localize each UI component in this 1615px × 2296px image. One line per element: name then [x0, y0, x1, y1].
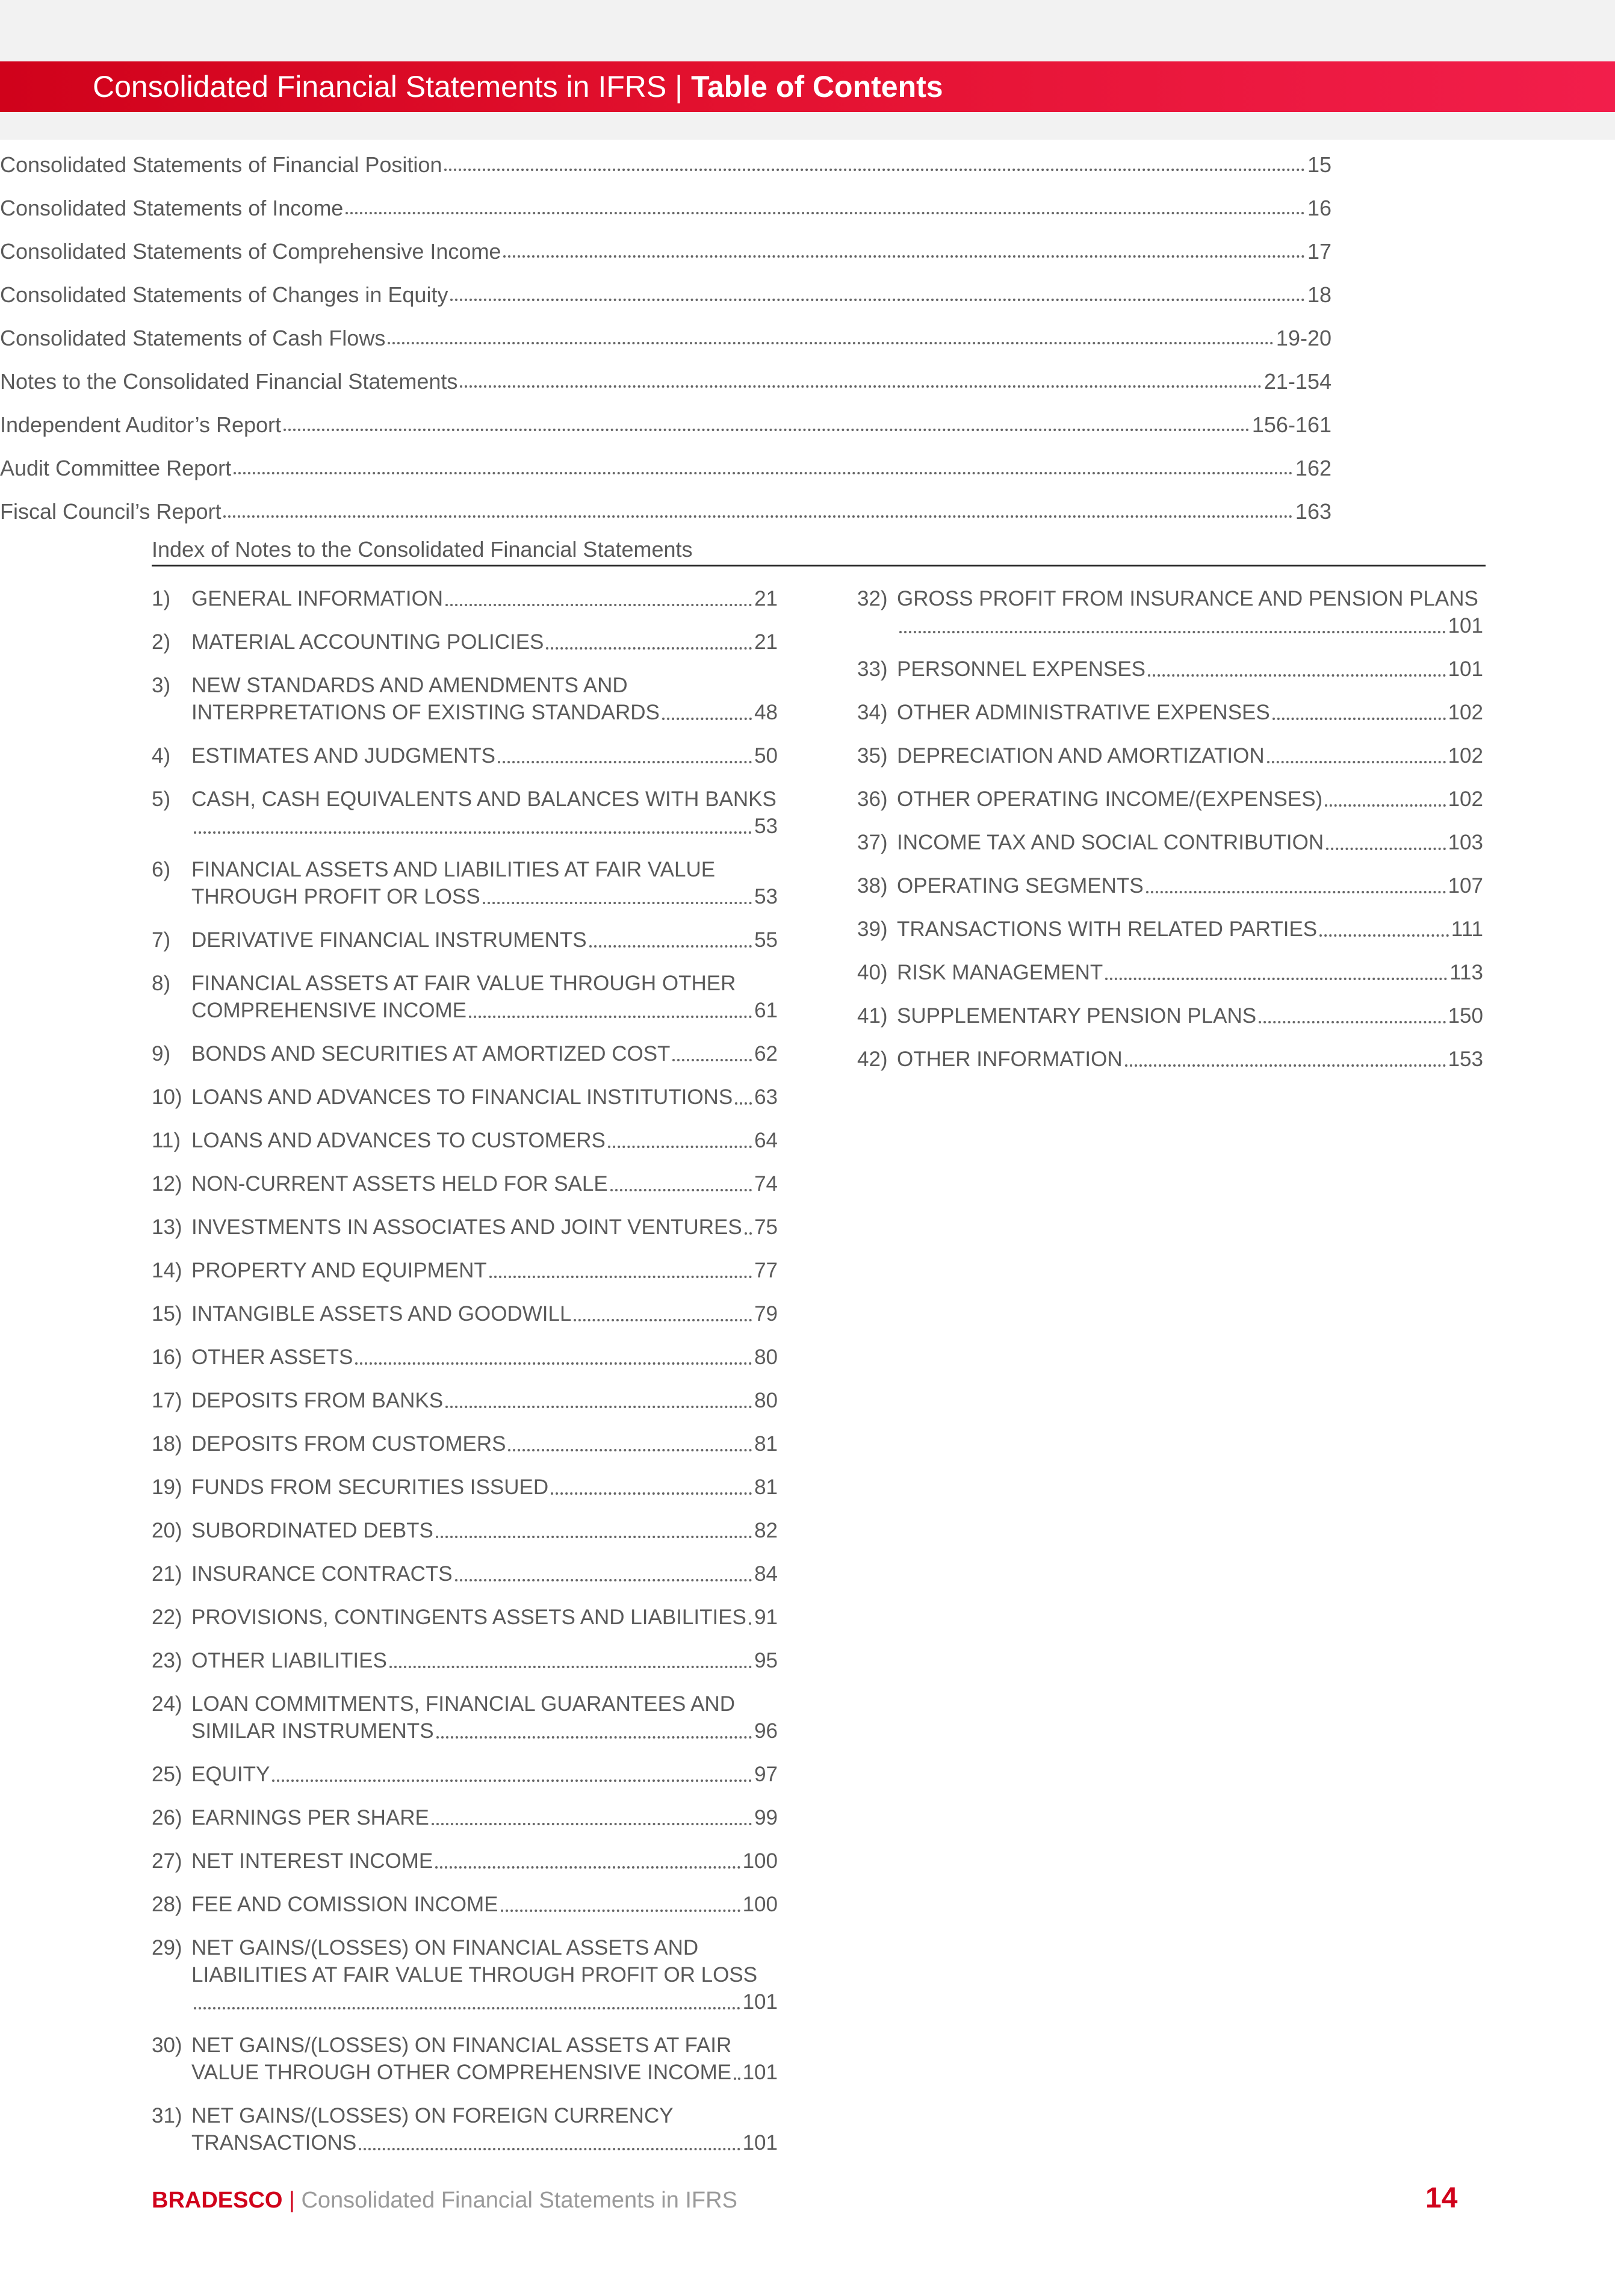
note-entry[interactable] [152, 1690, 778, 1745]
note-number: 17) [152, 1389, 182, 1412]
dot-leader [469, 1016, 752, 1018]
dot-leader [1125, 1064, 1446, 1067]
toc-entry-label: Fiscal Council’s Report [0, 499, 222, 524]
dot-leader [388, 342, 1274, 344]
note-title-line: THROUGH PROFIT OR LOSS [191, 885, 480, 908]
note-entry[interactable] [857, 872, 1483, 899]
note-entry[interactable] [152, 856, 778, 910]
note-title-line: GROSS PROFIT FROM INSURANCE AND PENSION PLANS [897, 587, 1478, 610]
dot-leader [551, 1492, 752, 1495]
toc-entry-label: Audit Committee Report [0, 456, 232, 480]
note-page: 21 [754, 587, 778, 610]
note-entry[interactable] [152, 1084, 778, 1111]
note-title-line: MATERIAL ACCOUNTING POLICIES [191, 630, 544, 654]
note-entry[interactable] [857, 916, 1483, 943]
note-number: 36) [857, 787, 888, 811]
note-number: 24) [152, 1692, 182, 1716]
dot-leader [460, 385, 1261, 388]
top-band [0, 0, 1615, 61]
note-title-line: NET GAINS/(LOSSES) ON FINANCIAL ASSETS AND [191, 1936, 699, 1959]
note-entry[interactable] [152, 1560, 778, 1587]
dot-leader [483, 902, 752, 904]
note-number: 13) [152, 1215, 182, 1239]
note-page: 101 [742, 2131, 778, 2155]
note-title-line: TRANSACTIONS [191, 2131, 357, 2155]
note-entry[interactable] [857, 1046, 1483, 1073]
note-title-line: INTERPRETATIONS OF EXISTING STANDARDS [191, 701, 660, 724]
note-entry[interactable] [152, 1344, 778, 1371]
note-title-line: NON-CURRENT ASSETS HELD FOR SALE [191, 1172, 608, 1196]
dot-leader [1148, 674, 1446, 677]
dot-leader [1267, 761, 1446, 763]
note-entry[interactable] [857, 699, 1483, 726]
note-entry[interactable] [152, 1040, 778, 1067]
note-number: 14) [152, 1259, 182, 1282]
note-entry[interactable] [152, 1127, 778, 1154]
note-page: 53 [754, 885, 778, 908]
note-number: 2) [152, 630, 171, 654]
note-title-line: PROVISIONS, CONTINGENTS ASSETS AND LIABILITIES [191, 1606, 746, 1629]
toc-entry-page: 16 [1307, 196, 1331, 220]
note-entry[interactable] [152, 1170, 778, 1197]
note-entry[interactable] [152, 2032, 778, 2086]
note-title-line: FINANCIAL ASSETS AND LIABILITIES AT FAIR VALUE [191, 858, 716, 881]
toc-entry[interactable] [0, 359, 1331, 395]
note-page: 101 [1448, 614, 1483, 638]
note-title-line: COMPREHENSIVE INCOME [191, 999, 467, 1022]
dot-leader [1259, 1021, 1445, 1023]
dot-leader [455, 1579, 752, 1581]
note-page: 81 [754, 1475, 778, 1499]
dot-leader [508, 1449, 752, 1451]
dot-leader [501, 1910, 740, 1912]
note-title-line: SUPPLEMENTARY PENSION PLANS [897, 1004, 1257, 1028]
note-entry[interactable] [152, 786, 778, 840]
note-number: 40) [857, 961, 888, 984]
toc-entry-label: Consolidated Statements of Financial Position [0, 152, 442, 177]
note-entry[interactable] [152, 1214, 778, 1241]
note-number: 3) [152, 674, 171, 697]
note-title-line: EARNINGS PER SHARE [191, 1806, 429, 1829]
note-title-line: OPERATING SEGMENTS [897, 874, 1144, 898]
note-number: 4) [152, 744, 171, 768]
note-title-line: NEW STANDARDS AND AMENDMENTS AND [191, 674, 628, 697]
toc-entry-page: 15 [1307, 152, 1331, 177]
note-number: 22) [152, 1606, 182, 1629]
note-entry[interactable] [857, 959, 1483, 986]
dot-leader [498, 761, 752, 763]
toc-entry[interactable] [0, 445, 1331, 482]
note-title-line: BONDS AND SECURITIES AT AMORTIZED COST [191, 1042, 671, 1066]
note-number: 28) [152, 1893, 182, 1916]
note-entry[interactable] [152, 1387, 778, 1414]
note-page: 100 [742, 1893, 778, 1916]
toc-entry-page: 18 [1307, 282, 1331, 307]
note-title-line: DEPRECIATION AND AMORTIZATION [897, 744, 1265, 768]
note-page: 84 [754, 1562, 778, 1586]
toc-entry[interactable] [0, 315, 1331, 352]
note-number: 16) [152, 1345, 182, 1369]
note-number: 10) [152, 1085, 182, 1109]
note-entry[interactable] [152, 1761, 778, 1788]
dot-leader [445, 1406, 752, 1408]
toc-entry[interactable] [0, 142, 1331, 178]
note-number: 35) [857, 744, 888, 768]
note-entry[interactable] [152, 1934, 778, 2015]
note-page: 96 [754, 1719, 778, 1743]
note-title-line: NET GAINS/(LOSSES) ON FINANCIAL ASSETS AT FAIR [191, 2034, 732, 2057]
note-page: 81 [754, 1432, 778, 1456]
note-title-line: NET GAINS/(LOSSES) ON FOREIGN CURRENCY [191, 2104, 674, 2127]
note-entry[interactable] [152, 672, 778, 726]
note-title-line: LOAN COMMITMENTS, FINANCIAL GUARANTEES AND [191, 1692, 735, 1716]
note-page: 150 [1448, 1004, 1483, 1028]
note-title-line: FUNDS FROM SECURITIES ISSUED [191, 1475, 549, 1499]
note-page: 101 [1448, 657, 1483, 681]
dot-leader [734, 2077, 740, 2080]
toc-entry-page: 163 [1295, 499, 1331, 524]
dot-leader [546, 647, 752, 650]
note-page: 80 [754, 1389, 778, 1412]
dot-leader [435, 1866, 740, 1869]
note-number: 29) [152, 1936, 182, 1959]
note-page: 107 [1448, 874, 1483, 898]
note-title-line: DERIVATIVE FINANCIAL INSTRUMENTS [191, 928, 587, 952]
dot-leader [450, 299, 1305, 301]
header-title: Consolidated Financial Statements in IFRS [93, 70, 667, 104]
dot-leader [1146, 891, 1446, 893]
note-entry[interactable] [152, 1848, 778, 1875]
note-entry[interactable] [152, 742, 778, 769]
dot-leader [359, 2148, 740, 2150]
note-page: 80 [754, 1345, 778, 1369]
note-page: 102 [1448, 744, 1483, 768]
note-page: 62 [754, 1042, 778, 1066]
note-entry[interactable] [152, 970, 778, 1024]
dot-leader [662, 718, 752, 720]
note-title-line: EQUITY [191, 1763, 270, 1786]
note-page: 21 [754, 630, 778, 654]
note-title-line: RISK MANAGEMENT [897, 961, 1103, 984]
note-number: 27) [152, 1849, 182, 1873]
note-title-line: ESTIMATES AND JUDGMENTS [191, 744, 495, 768]
note-page: 50 [754, 744, 778, 768]
footer-brand: BRADESCO [152, 2188, 283, 2213]
note-page: 100 [742, 1849, 778, 1873]
note-title-line: LIABILITIES AT FAIR VALUE THROUGH PROFIT OR LOSS [191, 1963, 758, 1987]
dot-leader [389, 1666, 752, 1668]
note-title-line: GENERAL INFORMATION [191, 587, 444, 610]
toc-entry-label: Consolidated Statements of Changes in Equity [0, 282, 448, 307]
note-page: 97 [754, 1763, 778, 1786]
toc-entry-label: Consolidated Statements of Comprehensive Income [0, 239, 501, 264]
note-number: 11) [152, 1129, 181, 1152]
note-number: 26) [152, 1806, 182, 1829]
note-number: 34) [857, 701, 888, 724]
dot-leader [284, 429, 1250, 431]
note-entry[interactable] [152, 2102, 778, 2156]
header-separator: | [675, 70, 683, 104]
note-page: 113 [1449, 961, 1483, 984]
toc-entry[interactable] [0, 489, 1331, 525]
note-number: 20) [152, 1519, 182, 1542]
note-number: 37) [857, 831, 888, 854]
note-number: 25) [152, 1763, 182, 1786]
note-entry[interactable] [152, 628, 778, 656]
dot-leader [1105, 978, 1447, 980]
dot-leader [194, 831, 752, 834]
dot-leader [436, 1536, 752, 1538]
dot-leader [745, 1232, 752, 1235]
header-bar [0, 61, 1615, 112]
dot-leader [749, 1622, 752, 1625]
note-page: 77 [754, 1259, 778, 1282]
note-number: 7) [152, 928, 171, 952]
note-number: 21) [152, 1562, 182, 1586]
note-number: 39) [857, 917, 888, 941]
note-page: 55 [754, 928, 778, 952]
page-header-title [93, 69, 943, 104]
note-number: 41) [857, 1004, 888, 1028]
note-title-line: VALUE THROUGH OTHER COMPREHENSIVE INCOME [191, 2061, 732, 2084]
note-page: 153 [1448, 1047, 1483, 1071]
note-number: 42) [857, 1047, 888, 1071]
note-title-line: FEE AND COMISSION INCOME [191, 1893, 498, 1916]
footer-text: Consolidated Financial Statements in IFRS [301, 2188, 737, 2213]
note-number: 18) [152, 1432, 182, 1456]
note-page: 74 [754, 1172, 778, 1196]
dot-leader [1319, 934, 1449, 937]
note-page: 91 [754, 1606, 778, 1629]
note-title-line: OTHER ADMINISTRATIVE EXPENSES [897, 701, 1270, 724]
note-entry[interactable] [152, 1804, 778, 1831]
note-page: 102 [1448, 701, 1483, 724]
note-entry[interactable] [152, 1257, 778, 1284]
dot-leader [272, 1779, 752, 1782]
note-page: 95 [754, 1649, 778, 1672]
dot-leader [489, 1276, 752, 1278]
dot-leader [608, 1146, 752, 1148]
note-entry[interactable] [152, 1517, 778, 1544]
note-page: 63 [754, 1085, 778, 1109]
toc-entry-label: Consolidated Statements of Cash Flows [0, 326, 386, 350]
header-section: Table of Contents [691, 70, 943, 104]
dot-leader [574, 1319, 752, 1321]
note-number: 5) [152, 787, 171, 811]
dot-leader [610, 1189, 752, 1191]
note-title-line: PROPERTY AND EQUIPMENT [191, 1259, 487, 1282]
note-entry[interactable] [152, 926, 778, 954]
index-title: Index of Notes to the Consolidated Financial Statements [152, 535, 1486, 566]
note-number: 30) [152, 2034, 182, 2057]
note-title-line: OTHER OPERATING INCOME/(EXPENSES) [897, 787, 1323, 811]
note-number: 19) [152, 1475, 182, 1499]
note-title-line: LOANS AND ADVANCES TO FINANCIAL INSTITUTIONS [191, 1085, 733, 1109]
dot-leader [735, 1102, 752, 1105]
note-page: 53 [754, 814, 778, 838]
note-number: 31) [152, 2104, 182, 2127]
toc-entry[interactable] [0, 185, 1331, 222]
note-title-line: OTHER LIABILITIES [191, 1649, 387, 1672]
dot-leader [355, 1362, 752, 1365]
dot-leader [445, 604, 752, 606]
note-title-line: LOANS AND ADVANCES TO CUSTOMERS [191, 1129, 606, 1152]
note-page: 82 [754, 1519, 778, 1542]
note-entry[interactable] [857, 656, 1483, 683]
note-number: 9) [152, 1042, 171, 1066]
toc-entry-label: Notes to the Consolidated Financial Statements [0, 369, 458, 394]
note-title-line: DEPOSITS FROM CUSTOMERS [191, 1432, 506, 1456]
note-number: 1) [152, 587, 171, 610]
toc-entry-page: 19-20 [1276, 326, 1331, 350]
note-title-line: INSURANCE CONTRACTS [191, 1562, 453, 1586]
note-number: 12) [152, 1172, 182, 1196]
toc-entry-page: 156-161 [1251, 412, 1331, 437]
note-entry[interactable] [152, 1647, 778, 1674]
note-number: 23) [152, 1649, 182, 1672]
toc-entry[interactable] [0, 229, 1331, 265]
note-page: 61 [754, 999, 778, 1022]
note-title-line: TRANSACTIONS WITH RELATED PARTIES [897, 917, 1318, 941]
note-page: 79 [754, 1302, 778, 1326]
note-title-line: CASH, CASH EQUIVALENTS AND BALANCES WITH BANKS [191, 787, 777, 811]
note-title-line: DEPOSITS FROM BANKS [191, 1389, 444, 1412]
note-title-line: OTHER INFORMATION [897, 1047, 1123, 1071]
toc-entry-page: 162 [1295, 456, 1331, 480]
note-entry[interactable] [857, 829, 1483, 856]
note-entry[interactable] [152, 1891, 778, 1918]
note-title-line: SIMILAR INSTRUMENTS [191, 1719, 434, 1743]
note-title-line: PERSONNEL EXPENSES [897, 657, 1146, 681]
note-title-line: INVESTMENTS IN ASSOCIATES AND JOINT VENTURES [191, 1215, 742, 1239]
note-title-line: INTANGIBLE ASSETS AND GOODWILL [191, 1302, 572, 1326]
dot-leader [1272, 718, 1446, 720]
note-page: 111 [1451, 917, 1483, 941]
note-number: 38) [857, 874, 888, 898]
dot-leader [432, 1823, 752, 1825]
dot-leader [1325, 804, 1445, 807]
note-number: 32) [857, 587, 888, 610]
header-underband [0, 112, 1615, 140]
note-entry[interactable] [152, 1604, 778, 1631]
toc-entry-page: 17 [1307, 239, 1331, 264]
dot-leader [234, 472, 1293, 474]
note-page: 99 [754, 1806, 778, 1829]
dot-leader [899, 631, 1446, 633]
note-page: 48 [754, 701, 778, 724]
note-title-line: OTHER ASSETS [191, 1345, 353, 1369]
dot-leader [589, 945, 752, 948]
note-number: 33) [857, 657, 888, 681]
note-number: 15) [152, 1302, 182, 1326]
dot-leader [503, 255, 1305, 258]
note-title-line: FINANCIAL ASSETS AT FAIR VALUE THROUGH OTHER [191, 972, 736, 995]
note-entry[interactable] [857, 742, 1483, 769]
note-title-line: SUBORDINATED DEBTS [191, 1519, 433, 1542]
dot-leader [346, 212, 1305, 214]
note-entry[interactable] [857, 1002, 1483, 1029]
note-page: 101 [742, 1990, 778, 2014]
note-entry[interactable] [152, 1300, 778, 1327]
footer [152, 2185, 737, 2215]
toc-entry-label: Consolidated Statements of Income [0, 196, 344, 220]
note-page: 64 [754, 1129, 778, 1152]
note-entry[interactable] [152, 1474, 778, 1501]
note-title-line: NET INTEREST INCOME [191, 1849, 433, 1873]
toc-entry[interactable] [0, 272, 1331, 308]
note-number: 8) [152, 972, 171, 995]
dot-leader [436, 1736, 752, 1739]
footer-separator: | [289, 2188, 295, 2213]
dot-leader [194, 2007, 740, 2009]
note-title-line: INCOME TAX AND SOCIAL CONTRIBUTION [897, 831, 1324, 854]
page-number: 14 [1425, 2182, 1458, 2214]
dot-leader [444, 169, 1305, 171]
dot-leader [223, 515, 1292, 518]
note-page: 102 [1448, 787, 1483, 811]
toc-entry-label: Independent Auditor’s Report [0, 412, 282, 437]
toc-entry-page: 21-154 [1263, 369, 1331, 394]
note-entry[interactable] [857, 585, 1483, 639]
dot-leader [1326, 848, 1445, 850]
note-page: 75 [754, 1215, 778, 1239]
note-entry[interactable] [152, 1430, 778, 1457]
note-page: 101 [742, 2061, 778, 2084]
note-page: 103 [1448, 831, 1483, 854]
dot-leader [672, 1059, 752, 1061]
note-number: 6) [152, 858, 171, 881]
note-entry[interactable] [857, 786, 1483, 813]
note-entry[interactable] [152, 585, 778, 612]
toc-entry[interactable] [0, 402, 1331, 438]
